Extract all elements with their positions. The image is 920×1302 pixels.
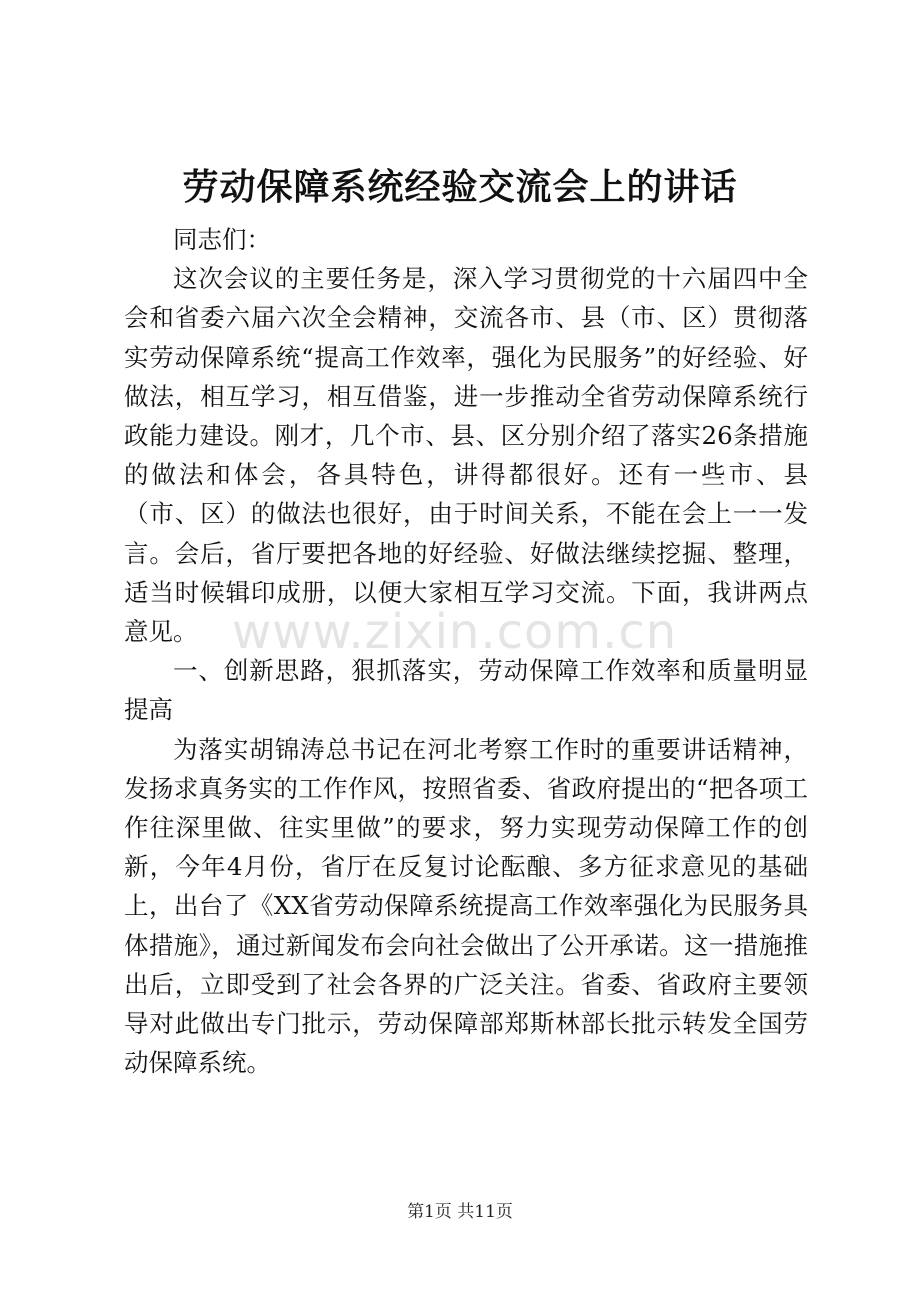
- greeting-paragraph: 同志们：: [173, 225, 271, 254]
- document-body: [124, 220, 808, 1082]
- document-title: 劳动保障系统经验交流会上的讲话: [182, 166, 738, 208]
- page-footer: 第1页 共11页: [407, 1202, 513, 1222]
- section-heading: 一、创新思路，狠抓落实，劳动保障工作效率和质量明显提高: [124, 656, 808, 725]
- watermark-text: www.zixin.com.cn: [232, 604, 678, 660]
- section-paragraph: 为落实胡锦涛总书记在河北考察工作时的重要讲话精神，发扬求真务实的工作作风，按照省委、省政府提出的“把各项工作往深里做、往实里做”的要求，努力实现劳动保障工作的创新，今年4月份，省厅在反复讨论酝酿、多方征求意见的基础上，出台了《XX省劳动保障系统提高工作效率强化为民服务具体措施》，通过新闻发布会向社会做出了公开承诺。这一措施推出后，立即受到了社会各界的广泛关注。省委、省政府主要领导对此做出专门批示，劳动保障部郑斯林部长批示转发全国劳动保障系统。: [124, 734, 808, 1078]
- intro-paragraph: 这次会议的主要任务是，深入学习贯彻党的十六届四中全会和省委六届六次全会精神，交流各市、县（市、区）贯彻落实劳动保障系统“提高工作效率，强化为民服务”的好经验、好做法，相互学习，相互借鉴，进一步推动全省劳动保障系统行政能力建设。刚才，几个市、县、区分别介绍了落实26条措施的做法和体会，各具特色，讲得都很好。还有一些市、县（市、区）的做法也很好，由于时间关系，不能在会上一一发言。会后，省厅要把各地的好经验、好做法继续挖掘、整理，适当时候辑印成册，以便大家相互学习交流。下面，我讲两点意见。: [124, 264, 808, 647]
